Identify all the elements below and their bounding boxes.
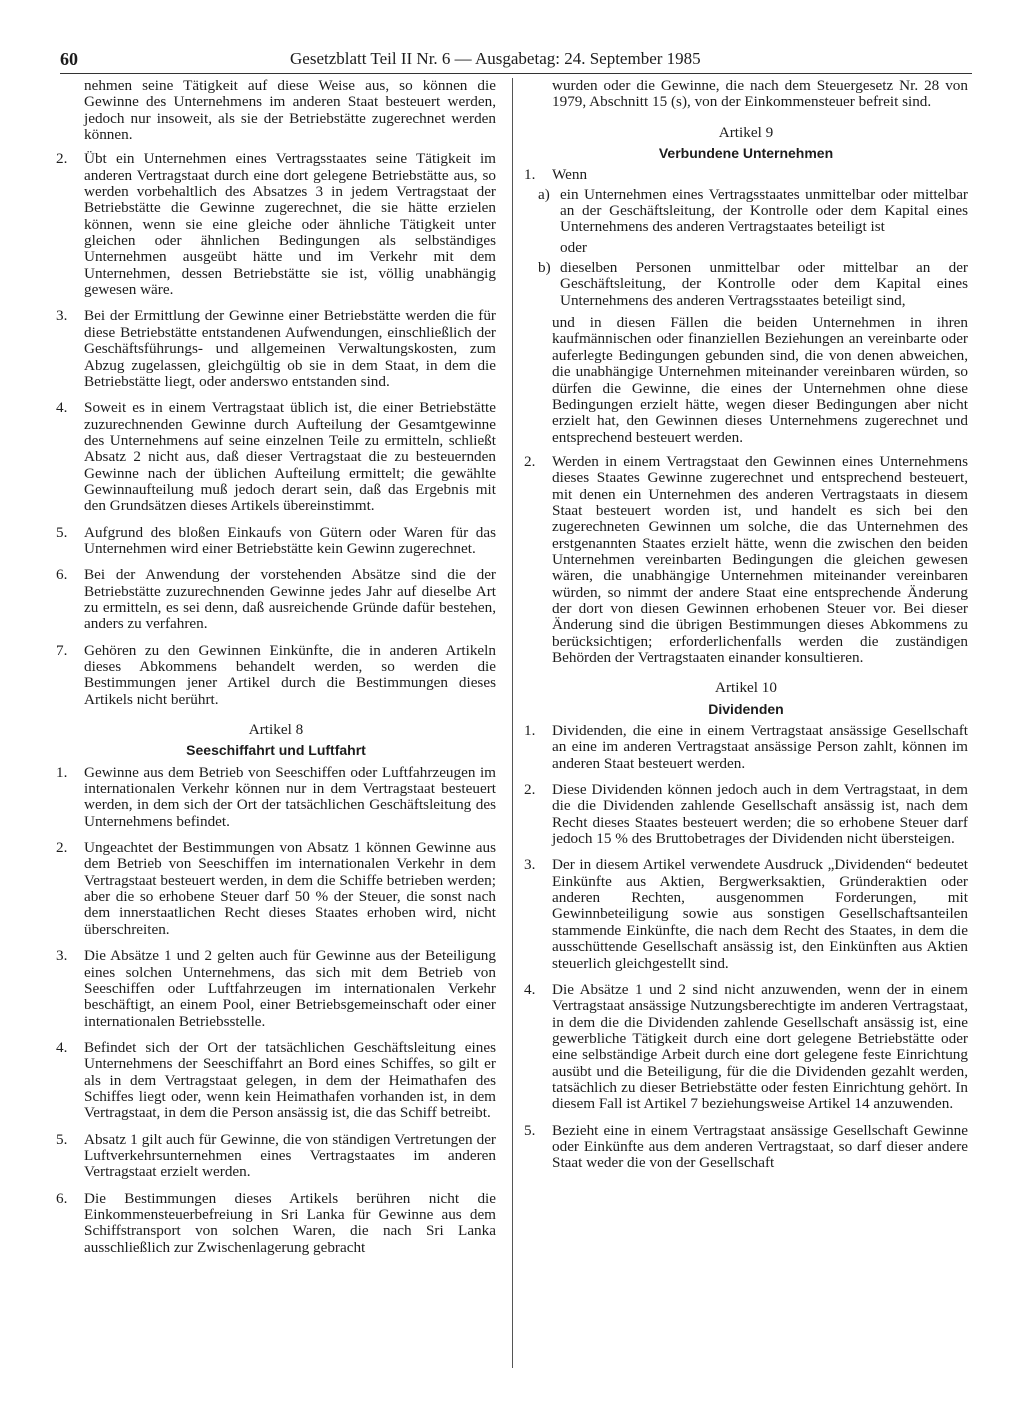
para-text: Wenn (552, 166, 588, 184)
subitem-text: ein Unternehmen eines Vertragsstaates unmittelbar oder mittelbar an der Geschäftsleitung, der Kontrolle oder dem Kapital eines Unternehmens des anderen Vertragstaates beteiligt ist (560, 185, 968, 236)
article-9-para-1-lead (524, 167, 968, 183)
article-8-heading: Artikel 8 (248, 721, 304, 739)
para-number: 6. (56, 566, 68, 584)
para-text: Die Absätze 1 und 2 gelten auch für Gewinne aus der Beteiligung eines solchen Unternehmens, das sich mit dem Betrieb von Seeschiffen oder Luftfahrzeugen im internationalen Verkehr beschäftigt, an einem Pool, einer Betriebsgemeinschaft oder einer internationalen Betriebsstelle. (84, 947, 496, 1030)
para-number: 7. (56, 641, 68, 659)
article-10-para-2 (524, 782, 968, 847)
article-10-para-5 (524, 1123, 968, 1172)
para-number: 3. (524, 856, 536, 874)
article-10-heading: Artikel 10 (714, 679, 777, 697)
page-number: 60 (60, 49, 78, 69)
article-7-para-7 (56, 643, 496, 708)
para-number: 6. (56, 1189, 68, 1207)
para-number: 2. (56, 839, 68, 857)
article-9-para-1-body: und in diesen Fällen die beiden Unternehmen in ihren kaufmännischen oder finanziellen Beziehungen an vereinbarte oder auferlegte Bedingungen gebunden sind, die von denen abweichen, die unabhängige Unternehmen miteinander vereinbaren würden, so dürfen die Gewinne, die eines der Unternehmen ohne diese Bedingungen erzielt hätte, wegen dieser Bedingungen aber nicht erzielt hat, den Gewinnen dieses Unternehmens zugerechnet und entsprechend besteuert werden. (552, 314, 968, 446)
para-text: Soweit es in einem Vertragstaat üblich ist, die einer Betriebstätte zuzurechnenden Gewinne durch Aufteilung der Gesamtgewinne des Unternehmens auf seine einzelnen Teile zu ermitteln, schließt Absatz 2 nicht aus, daß dieser Vertragstaat die zu besteuernden Gewinne nach der üblichen Aufteilung ermittelt; die gewählte Gewinnaufteilung muß jedoch derart sein, daß das Ergebnis mit den Grundsätzen dieses Artikels übereinstimmt. (84, 399, 496, 515)
para-number: 3. (56, 947, 68, 965)
article-9-heading: Artikel 9 (718, 123, 774, 141)
right-column (524, 78, 968, 1182)
para-text: Gehören zu den Gewinnen Einkünfte, die in anderen Artikeln dieses Abkommens behandelt werden, so werden die Bestimmungen jener Artikel durch die Bestimmungen dieses Artikels nicht berührt. (84, 641, 496, 708)
para-text: Übt ein Unternehmen eines Vertragsstaates seine Tätigkeit im anderen Vertragstaat durch eine dort gelegene Betriebstätte aus, so werden vorbehaltlich des Absatzes 3 in jedem Vertragstaat der Betriebstätte die Gewinne zugerechnet, die sie hätte erzielen können, wenn sie eine gleiche oder ähnliche Tätigkeit unter gleichen oder ähnlichen Bedingungen als selbständiges Unternehmen ausgeübt hätte und im Verkehr mit dem Unternehmen, dessen Betriebstätte sie ist, völlig unabhängig gewesen wäre. (84, 150, 496, 299)
article-9-subitem-b (524, 260, 968, 309)
article-7-para-5 (56, 525, 496, 558)
para-text: Ungeachtet der Bestimmungen von Absatz 1 können Gewinne aus dem Betrieb von Seeschiffen im internationalen Verkehr in dem Vertragstaat besteuert werden, in dem die Schiffe betrieben werden; aber die so erhobene Steuer darf 50 % der Steuer, die sonst nach dem innerstaatlichen Recht dieses Staates erhoben wird, nicht überschreiten. (84, 839, 496, 938)
subitem-text: dieselben Personen unmittelbar oder mittelbar an der Geschäftsleitung, der Kontrolle oder dem Kapital eines Unternehmens des anderen Vertragsstaates beteiligt sind, (560, 259, 968, 309)
para-number: 1. (56, 763, 68, 781)
para-number: 4. (56, 399, 68, 417)
para-text: Befindet sich der Ort der tatsächlichen Geschäftsleitung eines Unternehmens der Seeschiffahrt an Bord eines Schiffes, so gilt er als in dem Vertragstaat gelegen, in dem der Heimathafen des Schiffes liegt oder, wenn kein Heimathafen vorhanden ist, in dem Vertragstaat, in dem die Person ansässig ist, die das Schiff betreibt. (84, 1038, 496, 1122)
article-7-para-6 (56, 567, 496, 632)
article-8-para-2 (56, 840, 496, 938)
para-number: 4. (524, 980, 536, 998)
para-number: 1. (524, 166, 536, 184)
para-number: 2. (524, 452, 536, 470)
article-8-para-4 (56, 1040, 496, 1122)
article-10-para-4 (524, 982, 968, 1113)
article-7-para-2 (56, 151, 496, 298)
para-text: Bei der Ermittlung der Gewinne einer Betriebstätte werden die für diese Betriebstätte entstandenen Aufwendungen, einschließlich der Geschäftsführungs- und allgemeinen Verwaltungskosten, zum Abzug zugelassen, gleichgültig ob sie in dem Staat, in dem die Betriebstätte liegt, oder anderswo entstanden sind. (84, 307, 496, 390)
left-column (56, 78, 496, 1266)
article-8-continuation: wurden oder die Gewinne, die nach dem Steuergesetz Nr. 28 von 1979, Abschnitt 15 (s), von der Einkommensteuer befreit sind. (552, 77, 968, 111)
article-8-para-3 (56, 948, 496, 1030)
para-text: Die Bestimmungen dieses Artikels berühren nicht die Einkommensteuerbefreiung in Sri Lanka für Gewinne aus dem Schiffstransport von solchen Waren, die nach Sri Lanka ausschließlich zur Zwischenlagerung gebracht (84, 1189, 496, 1256)
article-9-oder (524, 240, 968, 256)
column-divider (512, 78, 513, 1368)
article-10-title: Dividenden (708, 700, 784, 717)
para-number: 3. (56, 307, 68, 325)
article-10-para-1 (524, 723, 968, 772)
para-text: Die Absätze 1 und 2 sind nicht anzuwenden, wenn der in einem Vertragstaat ansässige Nutzungsberechtigte im anderen Vertragstaat, in dem die die Dividenden zahlende Gesellschaft ansässig ist, eine gewerbliche Tätigkeit durch eine dort gelegene Betriebstätte oder eine selbständige Arbeit durch eine dort gelegene feste Einrichtung ausübt und die Beteiligung, für die die Dividenden gezahlt werden, tatsächlich zu dieser Betriebstätte oder festen Einrichtung gehört. In diesem Fall ist Artikel 7 beziehungsweise Artikel 14 anzuwenden. (552, 980, 968, 1113)
running-title: Gesetzblatt Teil II Nr. 6 — Ausgabetag: 24. September 1985 (290, 49, 701, 68)
article-8-para-1 (56, 765, 496, 830)
article-9-subitem-a (524, 187, 968, 236)
para-number: 5. (56, 523, 68, 541)
article-9-title: Verbundene Unternehmen (658, 145, 834, 162)
para-number: 5. (56, 1130, 68, 1148)
para-text: Gewinne aus dem Betrieb von Seeschiffen oder Luftfahrzeugen im internationalen Verkehr können nur in dem Vertragstaat besteuert werden, in dem sich der Ort der tatsächlichen Geschäftsleitung des Unternehmens befindet. (84, 763, 496, 830)
article-8-title: Seeschiffahrt und Luftfahrt (186, 742, 366, 759)
para-number: 2. (56, 150, 68, 168)
para-text: Bei der Anwendung der vorstehenden Absätze sind die der Betriebstätte zuzurechnenden Gewinne jedes Jahr auf dieselbe Art zu ermitteln, es sei denn, daß ausreichende Gründe dafür bestehen, anders zu verfahren. (84, 566, 496, 633)
para-number: 5. (524, 1121, 536, 1139)
subitem-letter: a) (538, 185, 550, 203)
para-text: Diese Dividenden können jedoch auch in dem Vertragstaat, in dem die die Dividenden zahlende Gesellschaft ansässig ist, nach dem Recht dieses Staates besteuert werden; die so erhobene Steuer darf jedoch 15 % des Bruttobetrages der Dividenden nicht übersteigen. (552, 781, 968, 848)
article-7-para-4 (56, 400, 496, 514)
article-10-para-3 (524, 857, 968, 971)
article-8-para-6 (56, 1191, 496, 1256)
article-9-para-2 (524, 454, 968, 666)
article-7-continuation: nehmen seine Tätigkeit auf diese Weise aus, so können die Gewinne des Unternehmens im anderen Staat besteuert werden, jedoch nur insoweit, als sie der Betriebstätte zugerechnet werden können. (84, 77, 496, 144)
para-text: Dividenden, die eine in einem Vertragstaat ansässige Gesellschaft an eine im anderen Vertragstaat ansässige Person zahlt, können im anderen Staat besteuert werden. (552, 722, 968, 772)
para-number: 1. (524, 722, 536, 740)
para-text: Werden in einem Vertragstaat den Gewinnen eines Unternehmens dieses Staates Gewinne zugerechnet und entsprechend besteuert, mit denen ein Unternehmen des anderen Vertragstaats in diesem Staat besteuert worden ist, und handelt es sich bei den zugerechneten Gewinnen um solche, die das Unternehmen des erstgenannten Staates erzielt hätte, wenn die zwischen den beiden Unternehmen vereinbarten Bedingungen die gleichen gewesen wären, die unabhängige Unternehmen miteinander vereinbaren würden, so nimmt der andere Staat eine entsprechende Änderung der dort von diesen Gewinnen erhobenen Steuer vor. Bei dieser Änderung sind die übrigen Bestimmungen dieses Abkommens zu berücksichtigen; erforderlichenfalls werden die zuständigen Behörden der Vertragstaaten einander konsultieren. (552, 452, 968, 666)
para-number: 2. (524, 781, 536, 799)
para-number: 4. (56, 1038, 68, 1056)
para-text: Absatz 1 gilt auch für Gewinne, die von ständigen Vertretungen der Luftverkehrsunternehmen eines Vertragstaates im anderen Vertragstaat erzielt werden. (84, 1130, 496, 1181)
page-header (60, 47, 972, 74)
para-text: Aufgrund des bloßen Einkaufs von Gütern oder Waren für das Unternehmen wird einer Betriebstätte kein Gewinn zugerechnet. (84, 523, 496, 557)
article-8-para-5 (56, 1132, 496, 1181)
subitem-letter: b) (538, 259, 551, 277)
article-7-para-3 (56, 308, 496, 390)
conjunction-text: oder (560, 238, 587, 256)
para-text: Der in diesem Artikel verwendete Ausdruck „Dividenden“ bedeutet Einkünfte aus Aktien, Bergwerksaktien, Gründeraktien oder anderen Rechten, ausgenommen Forderungen, mit Gewinnbeteiligung sowie aus sonstigen Gesellschaftsanteilen stammende Einkünfte, die nach dem Recht des Staates, in dem die ausschüttende Gesellschaft ansässig ist, den Einkünften aus Aktien steuerlich gleichgestellt sind. (552, 856, 968, 972)
para-text: Bezieht eine in einem Vertragstaat ansässige Gesellschaft Gewinne oder Einkünfte aus dem anderen Vertragstaat, so darf dieser andere Staat weder die von der Gesellschaft (552, 1121, 968, 1172)
